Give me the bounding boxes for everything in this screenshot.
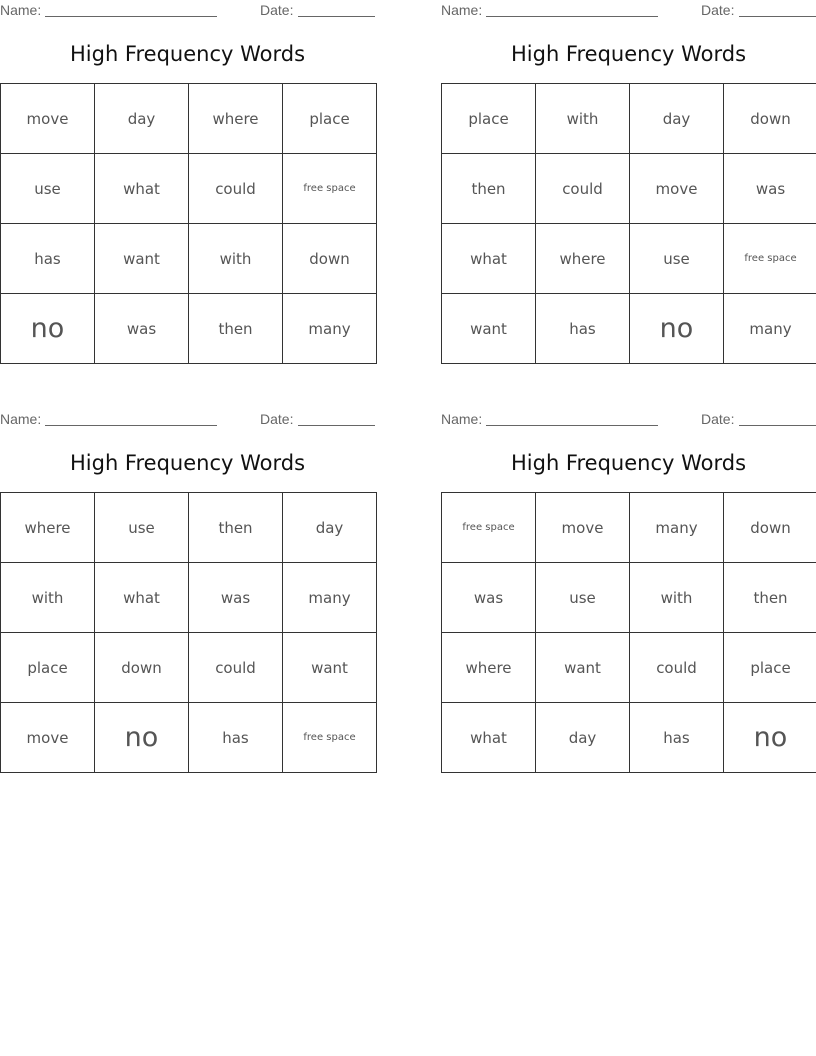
bingo-grid	[0, 83, 377, 364]
grid-cell: use	[1, 154, 95, 224]
grid-cell: was	[442, 563, 536, 633]
grid-cell: day	[630, 84, 724, 154]
grid-cell: what	[442, 224, 536, 294]
grid-cell: where	[189, 84, 283, 154]
grid-cell: use	[95, 493, 189, 563]
grid-cell: has	[630, 703, 724, 773]
date-blank-line	[298, 16, 375, 17]
grid-cell: could	[630, 633, 724, 703]
grid-cell: want	[536, 633, 630, 703]
grid-cell: many	[724, 294, 816, 364]
name-label: Name:	[441, 411, 483, 427]
grid-cell: down	[724, 84, 816, 154]
grid-row	[442, 224, 816, 294]
grid-cell: what	[95, 154, 189, 224]
grid-cell: has	[536, 294, 630, 364]
grid-cell: with	[189, 224, 283, 294]
grid-row	[442, 703, 816, 773]
date-blank-line	[298, 425, 375, 426]
card-title: High Frequency Words	[510, 451, 747, 475]
free-space-cell: free space	[724, 224, 816, 294]
grid-cell: want	[95, 224, 189, 294]
grid-row	[442, 633, 816, 703]
grid-cell: no	[724, 703, 816, 773]
name-blank-line	[45, 16, 217, 17]
name-date-row	[441, 411, 816, 429]
grid-row	[1, 633, 377, 703]
name-blank-line	[486, 16, 658, 17]
grid-cell: no	[95, 703, 189, 773]
grid-cell: where	[536, 224, 630, 294]
grid-cell: many	[283, 294, 377, 364]
grid-cell: use	[630, 224, 724, 294]
grid-row	[442, 563, 816, 633]
name-date-row	[441, 2, 816, 20]
grid-cell: place	[724, 633, 816, 703]
grid-cell: day	[536, 703, 630, 773]
grid-row	[442, 84, 816, 154]
grid-cell: many	[283, 563, 377, 633]
grid-row	[1, 294, 377, 364]
name-date-row	[0, 2, 375, 20]
grid-cell: place	[283, 84, 377, 154]
grid-cell: has	[1, 224, 95, 294]
grid-cell: down	[283, 224, 377, 294]
grid-cell: where	[442, 633, 536, 703]
grid-cell: with	[536, 84, 630, 154]
grid-cell: then	[442, 154, 536, 224]
grid-cell: want	[283, 633, 377, 703]
grid-cell: day	[95, 84, 189, 154]
date-label: Date:	[701, 411, 735, 427]
name-label: Name:	[441, 2, 483, 18]
grid-row	[442, 493, 816, 563]
bingo-grid	[441, 83, 816, 364]
grid-cell: move	[1, 703, 95, 773]
grid-cell: move	[536, 493, 630, 563]
date-blank-line	[739, 16, 816, 17]
grid-cell: place	[442, 84, 536, 154]
name-label: Name:	[0, 411, 42, 427]
grid-cell: want	[442, 294, 536, 364]
grid-cell: then	[189, 493, 283, 563]
grid-cell: where	[1, 493, 95, 563]
card-title: High Frequency Words	[69, 451, 306, 475]
grid-cell: has	[189, 703, 283, 773]
grid-cell: was	[724, 154, 816, 224]
free-space-cell: free space	[283, 703, 377, 773]
grid-cell: day	[283, 493, 377, 563]
grid-cell: could	[189, 633, 283, 703]
name-date-row	[0, 411, 375, 429]
grid-cell: then	[724, 563, 816, 633]
grid-cell: was	[189, 563, 283, 633]
card-title: High Frequency Words	[69, 42, 306, 66]
grid-cell: no	[1, 294, 95, 364]
name-blank-line	[486, 425, 658, 426]
grid-cell: what	[95, 563, 189, 633]
grid-cell: could	[189, 154, 283, 224]
grid-cell: use	[536, 563, 630, 633]
bingo-grid	[0, 492, 377, 773]
grid-cell: down	[95, 633, 189, 703]
grid-row	[1, 563, 377, 633]
grid-row	[442, 294, 816, 364]
bingo-grid	[441, 492, 816, 773]
free-space-cell: free space	[283, 154, 377, 224]
name-label: Name:	[0, 2, 42, 18]
grid-cell: then	[189, 294, 283, 364]
grid-cell: with	[630, 563, 724, 633]
grid-cell: what	[442, 703, 536, 773]
grid-cell: could	[536, 154, 630, 224]
grid-cell: no	[630, 294, 724, 364]
free-space-cell: free space	[442, 493, 536, 563]
name-blank-line	[45, 425, 217, 426]
grid-cell: move	[630, 154, 724, 224]
grid-row	[1, 154, 377, 224]
date-label: Date:	[701, 2, 735, 18]
grid-row	[1, 493, 377, 563]
grid-row	[1, 703, 377, 773]
grid-cell: down	[724, 493, 816, 563]
date-label: Date:	[260, 411, 294, 427]
card-title: High Frequency Words	[510, 42, 747, 66]
grid-cell: move	[1, 84, 95, 154]
date-label: Date:	[260, 2, 294, 18]
grid-row	[1, 224, 377, 294]
grid-cell: with	[1, 563, 95, 633]
grid-cell: many	[630, 493, 724, 563]
grid-row	[1, 84, 377, 154]
grid-cell: was	[95, 294, 189, 364]
date-blank-line	[739, 425, 816, 426]
grid-row	[442, 154, 816, 224]
grid-cell: place	[1, 633, 95, 703]
